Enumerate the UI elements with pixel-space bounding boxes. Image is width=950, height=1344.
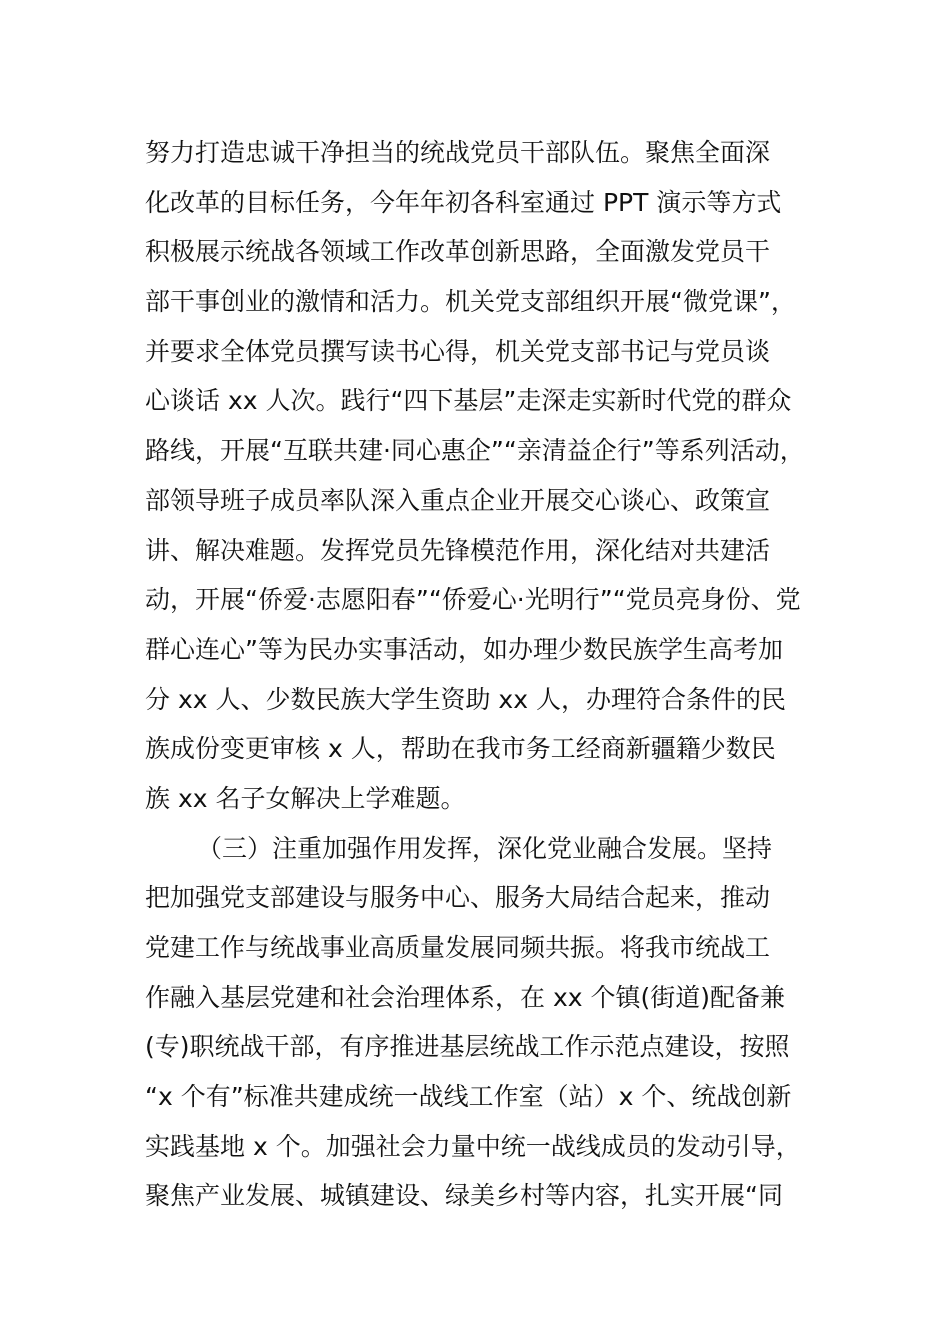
text-line: 部干事创业的激情和活力。机关党支部组织开展“微党课”， [145, 287, 796, 317]
text-line: 心谈话 xx 人次。践行“四下基层”走深走实新时代党的群众 [145, 386, 792, 416]
text-line: 并要求全体党员撰写读书心得，机关党支部书记与党员谈 [145, 336, 771, 366]
text-line: 部领导班子成员率队深入重点企业开展交心谈心、政策宣 [145, 485, 771, 515]
paragraph-heading-line: （三）注重加强作用发挥，深化党业融合发展。坚持 [197, 833, 773, 863]
text-line: 群心连心”等为民办实事活动，如办理少数民族学生高考加 [145, 634, 783, 664]
text-line: 实践基地 x 个。加强社会力量中统一战线成员的发动引导， [145, 1131, 801, 1161]
text-line: 化改革的目标任务，今年年初各科室通过 PPT 演示等方式 [145, 187, 782, 217]
text-line: 聚焦产业发展、城镇建设、绿美乡村等内容，扎实开展“同 [145, 1181, 783, 1211]
text-line: 族成份变更审核 x 人，帮助在我市务工经商新疆籍少数民 [145, 734, 776, 764]
document-body [145, 128, 815, 1221]
text-line: 分 xx 人、少数民族大学生资助 xx 人，办理符合条件的民 [145, 684, 786, 714]
text-line: 路线，开展“互联共建·同心惠企”“亲清益企行”等系列活动， [145, 436, 805, 466]
text-line: 积极展示统战各领域工作改革创新思路，全面激发党员干 [145, 237, 771, 267]
text-line: 党建工作与统战事业高质量发展同频共振。将我市统战工 [145, 933, 771, 962]
text-line: 族 xx 名子女解决上学难题。 [145, 783, 466, 813]
text-line: 作融入基层党建和社会治理体系，在 xx 个镇(街道)配备兼 [145, 982, 785, 1012]
text-line: 动，开展“侨爱·志愿阳春”“侨爱心·光明行”“党员亮身份、党 [145, 585, 801, 615]
text-line: (专)职统战干部，有序推进基层统战工作示范点建设，按照 [145, 1032, 790, 1062]
text-line: 把加强党支部建设与服务中心、服务大局结合起来，推动 [145, 883, 771, 913]
text-line: “x 个有”标准共建成统一战线工作室（站）x 个、统战创新 [145, 1082, 792, 1112]
text-line: 努力打造忠诚干净担当的统战党员干部队伍。聚焦全面深 [145, 138, 771, 167]
text-line: 讲、解决难题。发挥党员先锋模范作用，深化结对共建活 [145, 535, 771, 565]
